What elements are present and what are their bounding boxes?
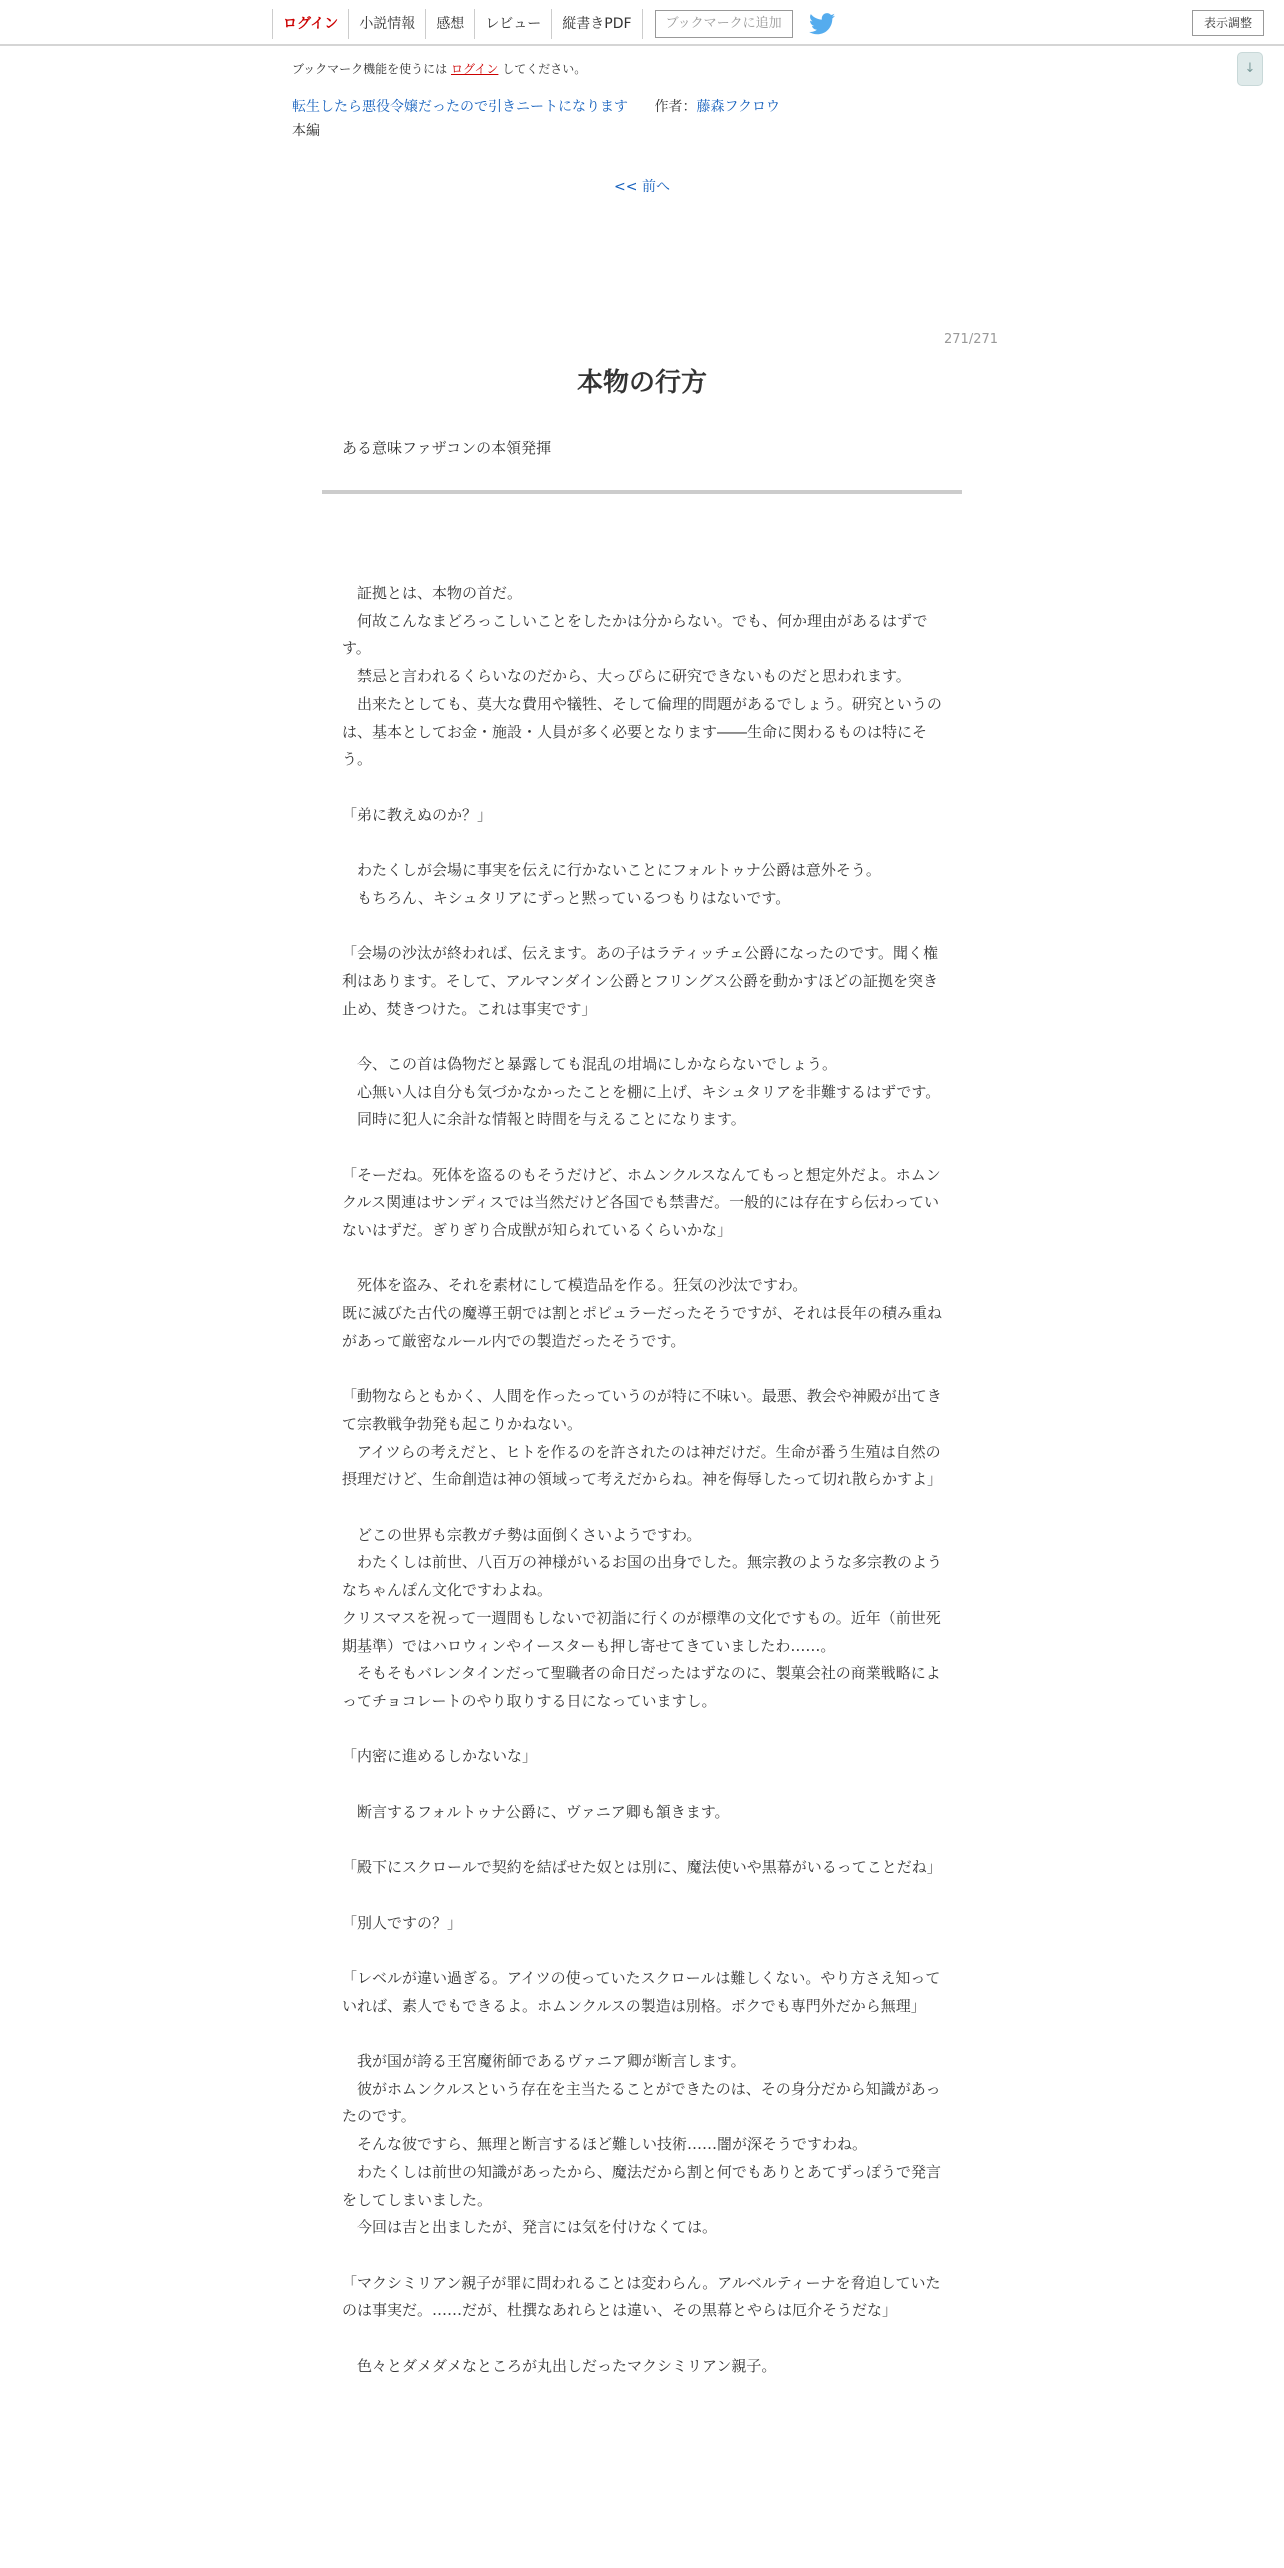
body-paragraph [342, 2325, 942, 2353]
body-paragraph: 我が国が誇る王宮魔術師であるヴァニア卿が断言します。 [342, 2052, 746, 2071]
body-paragraph: 心無い人は自分も気づかなかったことを棚に上げ、キシュタリアを非難するはずです。 [342, 1082, 941, 1101]
body-paragraph: わたくしは前世の知識があったから、魔法だから割と何でもありとあてずっぽうで発言をしてしまいました。 [342, 2162, 941, 2209]
body-paragraph: 出来たとしても、莫大な費用や犠牲、そして倫理的問題があるでしょう。研究というのは、基本としてお金・施設・人員が多く必要となります――生命に関わるものは特にそう。 [342, 694, 942, 769]
body-paragraph: わたくしは前世、八百万の神様がいるお国の出身でした。無宗教のような多宗教のようなちゃんぽん文化ですわよね。 [342, 1553, 943, 1600]
body-paragraph: 今、この首は偽物だと暴露しても混乱の坩堝にしかならないでしょう。 [342, 1054, 838, 1073]
notice-text-before: ブックマーク機能を使うには [292, 62, 451, 76]
body-paragraph [342, 1826, 942, 1854]
body-paragraph: もちろん、キシュタリアにずっと黙っているつもりはないです。 [342, 888, 791, 907]
chapter-title: 本物の行方 [576, 368, 707, 398]
body-paragraph: 禁忌と言われるくらいなのだから、大っぴらに研究できないものだと思われます。 [342, 667, 911, 686]
body-paragraph: 「内密に進めるしかないな」 [342, 1747, 538, 1766]
body-paragraph [342, 912, 942, 940]
body-paragraph: どこの世界も宗教ガチ勢は面倒くさいようですわ。 [342, 1525, 702, 1544]
subtitle-divider [322, 490, 962, 494]
body-paragraph: 同時に犯人に余計な情報と時間を与えることになります。 [342, 1110, 746, 1129]
vertical-pdf-link[interactable]: 縦書きPDF [551, 9, 642, 39]
body-paragraph: 死体を盗み、それを素材にして模造品を作る。狂気の沙汰ですわ。 [342, 1276, 808, 1295]
page-counter: 271/271 [944, 332, 999, 347]
body-paragraph: そもそもバレンタインだって聖職者の命日だったはずなのに、製菓会社の商業戦略によってチョコレートのやり取りする日になっていますし。 [342, 1664, 941, 1710]
body-paragraph: アイツらの考えだと、ヒトを作るのを許されたのは神だけだ。生命が番う生殖は自然の摂理だけど、生命創造は神の領域って考えだからね。神を侮辱したって切れ散らかすよ」 [342, 1442, 943, 1489]
body-paragraph [342, 1882, 942, 1910]
notice-login-link[interactable]: ログイン [450, 62, 499, 76]
body-paragraph: 「マクシミリアン親子が罪に問われることは変わらん。アルベルティーナを脅迫していたのは事実だ。……だが、杜撰なあれらとは違い、その黒幕とやらは厄介そうだな」 [342, 2273, 941, 2320]
body-paragraph [342, 1716, 942, 1744]
series-info [292, 96, 780, 116]
body-paragraph: 「別人ですの？」 [342, 1913, 463, 1932]
chapter-subtitle: ある意味ファザコンの本領発揮 [342, 439, 552, 457]
body-paragraph: 何故こんなまどろっこしいことをしたかは分からない。でも、何か理由があるはずです。 [342, 611, 928, 658]
body-paragraph: 既に滅びた古代の魔導王朝では割とポピュラーだったそうですが、それは長年の積み重ねがあって厳密なルール内での製造だったそうです。 [342, 1304, 943, 1350]
body-paragraph: 断言するフォルトゥナ公爵に、ヴァニア卿も頷きます。 [342, 1802, 730, 1821]
top-nav [272, 8, 835, 40]
body-paragraph [342, 1937, 942, 1965]
author-label: 作者： [654, 99, 697, 115]
body-paragraph [342, 1771, 942, 1799]
impressions-link[interactable]: 感想 [425, 9, 474, 39]
body-paragraph: 証拠とは、本物の首だ。 [342, 584, 523, 602]
novel-title-link[interactable]: 転生したら悪役令嬢だったので引きニートになります [292, 99, 628, 115]
body-paragraph: わたくしが会場に事実を伝えに行かないことにフォルトゥナ公爵は意外そう。 [342, 861, 881, 879]
body-paragraph [342, 1494, 942, 1522]
previous-page-link[interactable]: << 前へ [614, 179, 670, 195]
body-paragraph: クリスマスを祝って一週間もしないで初詣に行くのが標準の文化ですもの。近年（前世死期基準）ではハロウィンやイースターも押し寄せてきていましたわ……。 [342, 1608, 941, 1655]
add-bookmark-button[interactable]: ブックマークに追加 [655, 10, 793, 38]
notice-text-after: してください。 [498, 62, 587, 76]
body-paragraph [342, 1023, 942, 1051]
author-link[interactable]: 藤森フクロウ [696, 99, 781, 115]
novel-body [342, 580, 942, 2380]
body-paragraph: そんな彼ですら、無理と断言するほど難しい技術……闇が深そうですわね。 [342, 2135, 868, 2154]
body-paragraph [342, 1245, 942, 1273]
twitter-icon[interactable] [809, 13, 835, 35]
body-paragraph: 「殿下にスクロールで契約を結ばせた奴とは別に、魔法使いや黒幕がいるってことだね」 [342, 1858, 942, 1877]
body-paragraph: 「そーだね。死体を盗るのもそうだけど、ホムンクルスなんてもっと想定外だよ。ホムンクルス関連はサンディスでは当然だけど各国でも禁書だ。一般的には存在すら伝わっていないはずだ。ぎりぎり合成獣が知られているくらいかな」 [342, 1165, 941, 1240]
top-header [0, 0, 1284, 46]
scroll-down-tab[interactable]: ↓ [1237, 52, 1263, 86]
body-paragraph: 色々とダメダメなところが丸出しだったマクシミリアン親子。 [342, 2356, 777, 2375]
login-link[interactable]: ログイン [272, 9, 348, 39]
novel-info-link[interactable]: 小説情報 [348, 9, 425, 39]
bookmark-login-notice [292, 60, 586, 77]
body-paragraph: 今回は吉と出ましたが、発言には気を付けなくては。 [342, 2218, 718, 2237]
display-settings-button[interactable]: 表示調整 [1192, 10, 1264, 36]
body-paragraph [342, 1356, 942, 1384]
body-paragraph: 「レベルが違い過ぎる。アイツの使っていたスクロールは難しくない。やり方さえ知っていれば、素人でもできるよ。ホムンクルスの製造は別格。ボクでも専門外だから無理」 [342, 1968, 941, 2015]
body-paragraph [342, 774, 942, 802]
body-paragraph: 「会場の沙汰が終われば、伝えます。あの子はラティッチェ公爵になったのです。聞く権利はあります。そして、アルマンダイン公爵とフリングス公爵を動かすほどの証拠を突き止め、焚きつけた。これは事実です」 [342, 944, 938, 1018]
body-paragraph [342, 2020, 942, 2048]
body-paragraph [342, 2242, 942, 2270]
body-paragraph [342, 829, 942, 857]
body-paragraph: 「弟に教えぬのか？」 [342, 805, 493, 824]
chapter-group-label: 本編 [292, 123, 320, 139]
body-paragraph: 「動物ならともかく、人間を作ったっていうのが特に不味い。最悪、教会や神殿が出てきて宗教戦争勃発も起こりかねない。 [342, 1387, 942, 1433]
review-link[interactable]: レビュー [474, 9, 551, 39]
body-paragraph [342, 1134, 942, 1162]
body-paragraph: 彼がホムンクルスという存在を主当たることができたのは、その身分だから知識があったのです。 [342, 2079, 941, 2126]
